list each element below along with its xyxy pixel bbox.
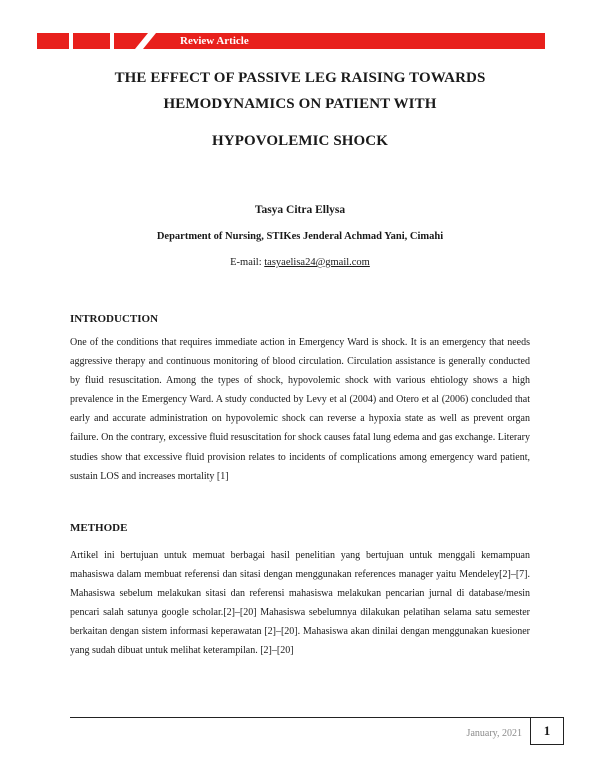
banner-block-3 — [114, 33, 148, 49]
title-line-1: THE EFFECT OF PASSIVE LEG RAISING TOWARDS — [114, 70, 486, 86]
email-line — [0, 257, 600, 268]
banner-block-2 — [73, 33, 110, 49]
email-label: E-mail: — [230, 257, 262, 268]
methode-heading: METHODE — [70, 522, 128, 534]
article-type-label: Review Article — [180, 35, 249, 47]
footer-date: January, 2021 — [466, 728, 522, 739]
methode-paragraph: Artikel ini bertujuan untuk memuat berbagai hasil penelitian yang bertujuan untuk menggali kemampuan mahasiswa dalam membuat referensi dan sitasi dengan menggunakan references manager yaitu Mendeley[2]–[7]. Mahasiswa sebelum melakukan sitasi dan referensi mahasiswa melakukan pencarian jurnal di database/mesin pencari salah satunya google scholar.[2]–[20] Mahasiswa sebelumnya dilakukan pelatihan selama satu semester berkaitan dengan sistem informasi keperawatan [2]–[20]. Mahasiswa akan dinilai dengan menggunakan kuesioner yang sudah dibuat untuk melihat keterampilan. [2]–[20] — [70, 550, 530, 657]
header-banner — [0, 0, 600, 60]
introduction-paragraph: One of the conditions that requires immediate action in Emergency Ward is shock. It is an emergency that needs aggressive therapy and continuous monitoring of blood circulation. Circulation assistance is generally conducted by fluid resuscitation. Among the types of shock, hypovolemic shock with various ehtiology shows a high prevalence in the Emergency Ward. A study conducted by Levy et al (2004) and Otero et al (2006) concluded that early and accurate administration on hypovolemic shock can reverse a hypoxia state as well as prevent organ failure. On the contrary, excessive fluid resuscitation for shock causes fatal lung edema and gas exchange. Literary studies show that excessive fluid provision relates to incidents of complications among emergency ward patient, sustain LOS and increases mortality [1] — [70, 337, 530, 482]
email-link[interactable]: tasyaelisa24@gmail.com — [264, 257, 370, 268]
footer-divider — [70, 717, 540, 718]
introduction-heading: INTRODUCTION — [70, 313, 159, 325]
banner-block-1 — [37, 33, 69, 49]
title-line-2: HEMODYNAMICS ON PATIENT WITH — [163, 96, 437, 112]
title-line-3: HYPOVOLEMIC SHOCK — [212, 133, 388, 149]
author-name: Tasya Citra Ellysa — [254, 204, 346, 216]
page-number: 1 — [530, 717, 564, 745]
author-affiliation: Department of Nursing, STIKes Jenderal Achmad Yani, Cimahi — [156, 231, 444, 242]
